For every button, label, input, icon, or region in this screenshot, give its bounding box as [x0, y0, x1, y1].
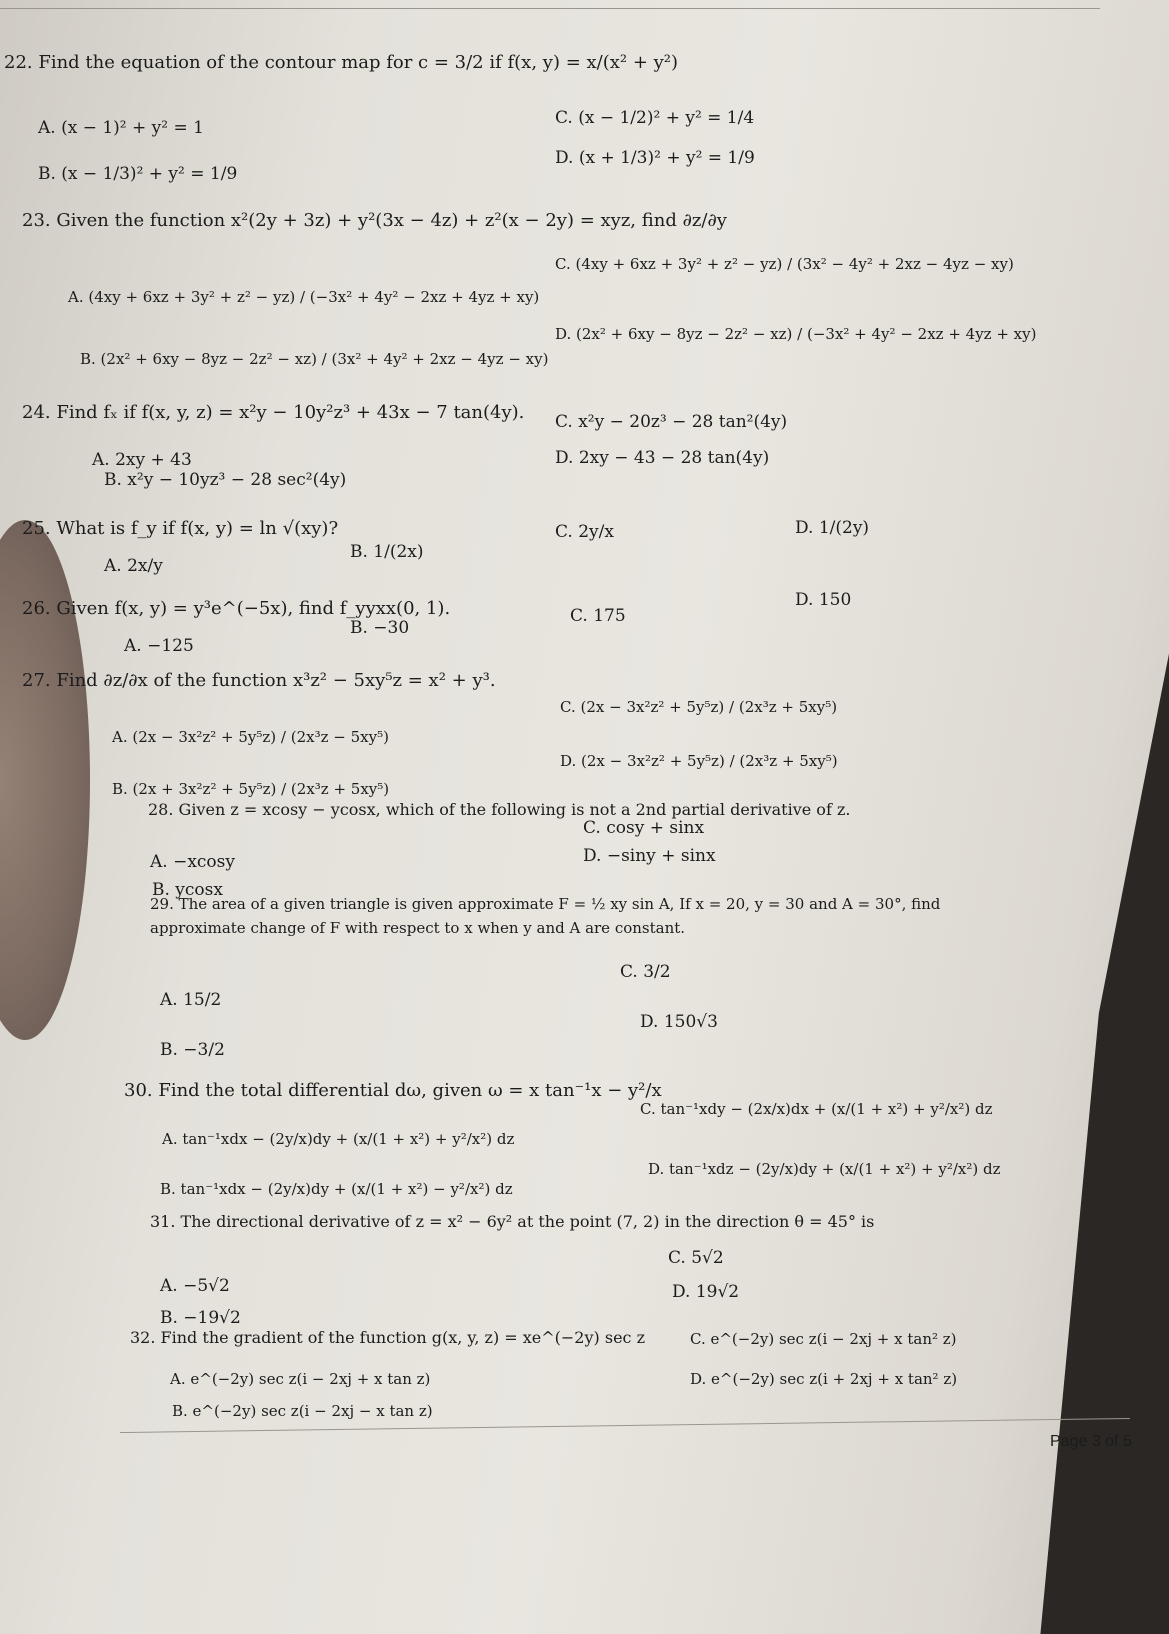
q28-option-c[interactable]: C. cosy + sinx [583, 818, 705, 838]
q27-option-a[interactable]: A. (2x − 3x²z² + 5y⁵z) / (2x³z − 5xy⁵) [112, 728, 389, 746]
q28-option-a[interactable]: A. −xcosy [150, 852, 235, 872]
top-rule [0, 8, 1100, 9]
q22-option-d[interactable]: D. (x + 1/3)² + y² = 1/9 [555, 148, 755, 168]
q28-option-d[interactable]: D. −siny + sinx [583, 846, 716, 866]
q29-stem: 29. The area of a given triangle is given approximate F = ½ xy sin A, If x = 20, y = 30 and A = 30°, find approximate change of F with respect to x when y and A are constant. [150, 895, 941, 937]
q31-option-d[interactable]: D. 19√2 [672, 1282, 740, 1302]
q24-option-c[interactable]: C. x²y − 20z³ − 28 tan²(4y) [555, 412, 788, 432]
q31-option-c[interactable]: C. 5√2 [668, 1248, 724, 1268]
q26-option-d[interactable]: D. 150 [795, 590, 852, 610]
q23-option-a[interactable]: A. (4xy + 6xz + 3y² + z² − yz) / (−3x² + 4y² − 2xz + 4yz + xy) [68, 288, 540, 306]
q30-stem: 30. Find the total differential dω, given ω = x tan⁻¹x − y²/x [124, 1080, 662, 1101]
q32-option-c[interactable]: C. e^(−2y) sec z(i − 2xj + x tan² z) [690, 1330, 957, 1348]
q25-option-d[interactable]: D. 1/(2y) [795, 518, 870, 538]
q24-option-b[interactable]: B. x²y − 10yz³ − 28 sec²(4y) [104, 470, 347, 490]
q24-option-d[interactable]: D. 2xy − 43 − 28 tan(4y) [555, 448, 770, 468]
q31-option-a[interactable]: A. −5√2 [160, 1276, 230, 1296]
q27-option-b[interactable]: B. (2x + 3x²z² + 5y⁵z) / (2x³z + 5xy⁵) [112, 780, 390, 798]
q26-option-a[interactable]: A. −125 [124, 636, 194, 656]
q32-stem: 32. Find the gradient of the function g(x, y, z) = xe^(−2y) sec z [130, 1328, 646, 1347]
q26-option-c[interactable]: C. 175 [570, 606, 626, 626]
q26-stem: 26. Given f(x, y) = y³e^(−5x), find f_yyxx(0, 1). [22, 598, 451, 619]
q32-option-b[interactable]: B. e^(−2y) sec z(i − 2xj − x tan z) [172, 1402, 433, 1420]
q28-stem: 28. Given z = xcosy − ycosx, which of the following is not a 2nd partial derivative of z. [148, 800, 851, 819]
q27-stem: 27. Find ∂z/∂x of the function x³z² − 5xy⁵z = x² + y³. [22, 670, 496, 691]
q24-option-a[interactable]: A. 2xy + 43 [92, 450, 192, 470]
q23-stem: 23. Given the function x²(2y + 3z) + y²(3x − 4z) + z²(x − 2y) = xyz, find ∂z/∂y [22, 210, 727, 231]
q25-option-a[interactable]: A. 2x/y [104, 556, 163, 576]
page-number: Page 3 of 5 [1050, 1433, 1132, 1450]
q32-option-a[interactable]: A. e^(−2y) sec z(i − 2xj + x tan z) [170, 1370, 431, 1388]
q30-option-d[interactable]: D. tan⁻¹xdz − (2y/x)dy + (x/(1 + x²) + y²/x²) dz [648, 1160, 1001, 1178]
q29-option-a[interactable]: A. 15/2 [160, 990, 222, 1010]
q22-option-b[interactable]: B. (x − 1/3)² + y² = 1/9 [38, 164, 238, 184]
q29-option-d[interactable]: D. 150√3 [640, 1012, 718, 1032]
q30-option-b[interactable]: B. tan⁻¹xdx − (2y/x)dy + (x/(1 + x²) − y²/x²) dz [160, 1180, 513, 1198]
q23-option-d[interactable]: D. (2x² + 6xy − 8yz − 2z² − xz) / (−3x² + 4y² − 2xz + 4yz + xy) [555, 325, 1037, 343]
q31-stem: 31. The directional derivative of z = x² − 6y² at the point (7, 2) in the direction θ = 45° is [150, 1212, 875, 1231]
q28-option-b[interactable]: B. ycosx [152, 880, 223, 900]
q30-option-c[interactable]: C. tan⁻¹xdy − (2x/x)dx + (x/(1 + x²) + y²/x²) dz [640, 1100, 993, 1118]
q25-stem: 25. What is f_y if f(x, y) = ln √(xy)? [22, 518, 339, 539]
q27-option-d[interactable]: D. (2x − 3x²z² + 5y⁵z) / (2x³z + 5xy⁵) [560, 752, 838, 770]
q22-option-c[interactable]: C. (x − 1/2)² + y² = 1/4 [555, 108, 755, 128]
q29-option-c[interactable]: C. 3/2 [620, 962, 671, 982]
q23-option-c[interactable]: C. (4xy + 6xz + 3y² + z² − yz) / (3x² − 4y² + 2xz − 4yz − xy) [555, 255, 1014, 273]
q27-option-c[interactable]: C. (2x − 3x²z² + 5y⁵z) / (2x³z + 5xy⁵) [560, 698, 838, 716]
q26-option-b[interactable]: B. −30 [350, 618, 410, 638]
q24-stem: 24. Find fₓ if f(x, y, z) = x²y − 10y²z³ + 43x − 7 tan(4y). [22, 402, 525, 423]
q22-option-a[interactable]: A. (x − 1)² + y² = 1 [38, 118, 204, 138]
q22-stem: 22. Find the equation of the contour map for c = 3/2 if f(x, y) = x/(x² + y²) [4, 52, 679, 73]
q32-option-d[interactable]: D. e^(−2y) sec z(i + 2xj + x tan² z) [690, 1370, 958, 1388]
q30-option-a[interactable]: A. tan⁻¹xdx − (2y/x)dy + (x/(1 + x²) + y²/x²) dz [162, 1130, 515, 1148]
q29-option-b[interactable]: B. −3/2 [160, 1040, 225, 1060]
q23-option-b[interactable]: B. (2x² + 6xy − 8yz − 2z² − xz) / (3x² + 4y² + 2xz − 4yz − xy) [80, 350, 549, 368]
q25-option-b[interactable]: B. 1/(2x) [350, 542, 424, 562]
q31-option-b[interactable]: B. −19√2 [160, 1308, 241, 1328]
q25-option-c[interactable]: C. 2y/x [555, 522, 614, 542]
